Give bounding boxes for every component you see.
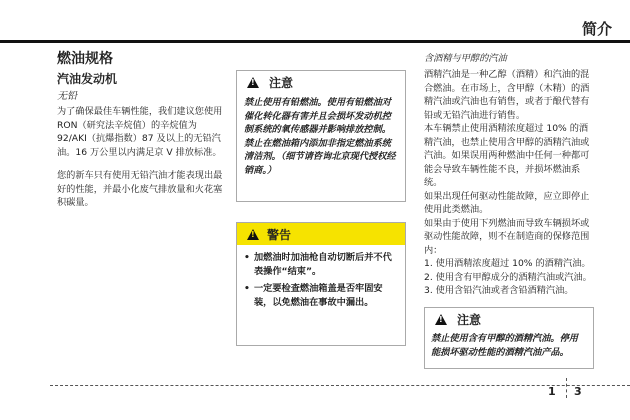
fuel-spec-title: 燃油规格	[57, 51, 113, 67]
unleaded-heading: 无铅	[57, 91, 77, 102]
caution-header	[425, 308, 593, 330]
list-item: 1. 使用酒精浓度超过 10% 的酒精汽油。	[424, 258, 591, 269]
warning-triangle-icon	[247, 77, 259, 88]
stop-use-paragraph: 如果出现任何驱动性能故障，应立即停止使用此类燃油。	[424, 190, 590, 215]
left-column	[57, 50, 225, 220]
list-item: • 一定要检查燃油箱盖是否牢固安装，以免燃油在事故中漏出。	[244, 282, 398, 309]
alcohol-methanol-heading: 含酒精与甲醇的汽油	[424, 53, 507, 64]
restriction-paragraph: 本车辆禁止使用酒精浓度超过 10% 的酒精汽油，也禁止使用含甲醇的酒精汽油或汽油。如果误用两种燃油中任何一种都可能会导致车辆性能不良，并损坏燃油系统。	[424, 123, 590, 188]
right-column	[424, 52, 592, 298]
caution-header	[237, 71, 405, 93]
caution-text-2: 禁止在燃油箱内添加非指定燃油系统清洁剂。（细节请咨询北京现代授权经销商。）	[244, 137, 396, 176]
caution-title: 注意	[269, 75, 294, 90]
warning-triangle-icon	[435, 314, 447, 325]
header-rule	[0, 40, 630, 43]
caution-text: 禁止使用含有甲醇的酒精汽油。停用能损坏驱动性能的酒精汽油产品。	[431, 333, 578, 358]
warning-triangle-icon	[247, 229, 259, 240]
gasoline-engine-heading: 汽油发动机	[57, 72, 118, 86]
caution-body	[425, 330, 593, 361]
unleaded-benefit-paragraph: 您的新车只有使用无铅汽油才能表现出最好的性能，并最小化废气排放量和火花塞积碳量。	[57, 170, 223, 208]
chapter-number: 1	[548, 385, 556, 398]
footer-divider	[566, 378, 567, 398]
list-item: 3. 使用含铅汽油或者含铅酒精汽油。	[424, 285, 574, 296]
warning-box	[236, 222, 406, 346]
caution-body	[237, 93, 405, 180]
warranty-paragraph: 如果由于使用下列燃油而导致车辆损坏或驱动性能故障，则不在制造商的保修范围内：	[424, 217, 590, 256]
warning-header	[237, 223, 405, 245]
footer-rule	[50, 385, 630, 386]
octane-paragraph: 为了确保最佳车辆性能，我们建议您使用 RON（研究法辛烷值）的辛烷值为 92/AKI（抗爆指数）87 及以上的无铅汽油。16 万公里以内满足京 V 排放标准。	[57, 106, 223, 158]
section-tab	[570, 18, 630, 41]
ethanol-paragraph: 酒精汽油是一种乙醇（酒精）和汽油的混合燃油。在市场上，含甲醇（木精）的酒精汽油或汽油也有销售，或者于酿代替有铅或无铅汽油进行销售。	[424, 69, 590, 121]
section-title: 简介	[581, 20, 612, 38]
warning-list	[237, 245, 405, 309]
list-item: 2. 使用含有甲醇成分的酒精汽油或汽油。	[424, 271, 592, 283]
caution-text-1: 禁止使用有铅燃油。使用有铅燃油对催化转化器有害并且会损坏发动机控制系统的氧传感器并影响排放控制。	[244, 97, 391, 135]
warning-title: 警告	[267, 227, 292, 242]
methanol-caution-box	[424, 307, 594, 369]
caution-box	[236, 70, 406, 202]
list-item: • 加燃油时加油枪自动切断后并不代表操作“结束”。	[244, 251, 398, 278]
page-number: 3	[574, 385, 582, 398]
caution-title: 注意	[457, 312, 482, 327]
excluded-fuels-list	[424, 257, 592, 298]
